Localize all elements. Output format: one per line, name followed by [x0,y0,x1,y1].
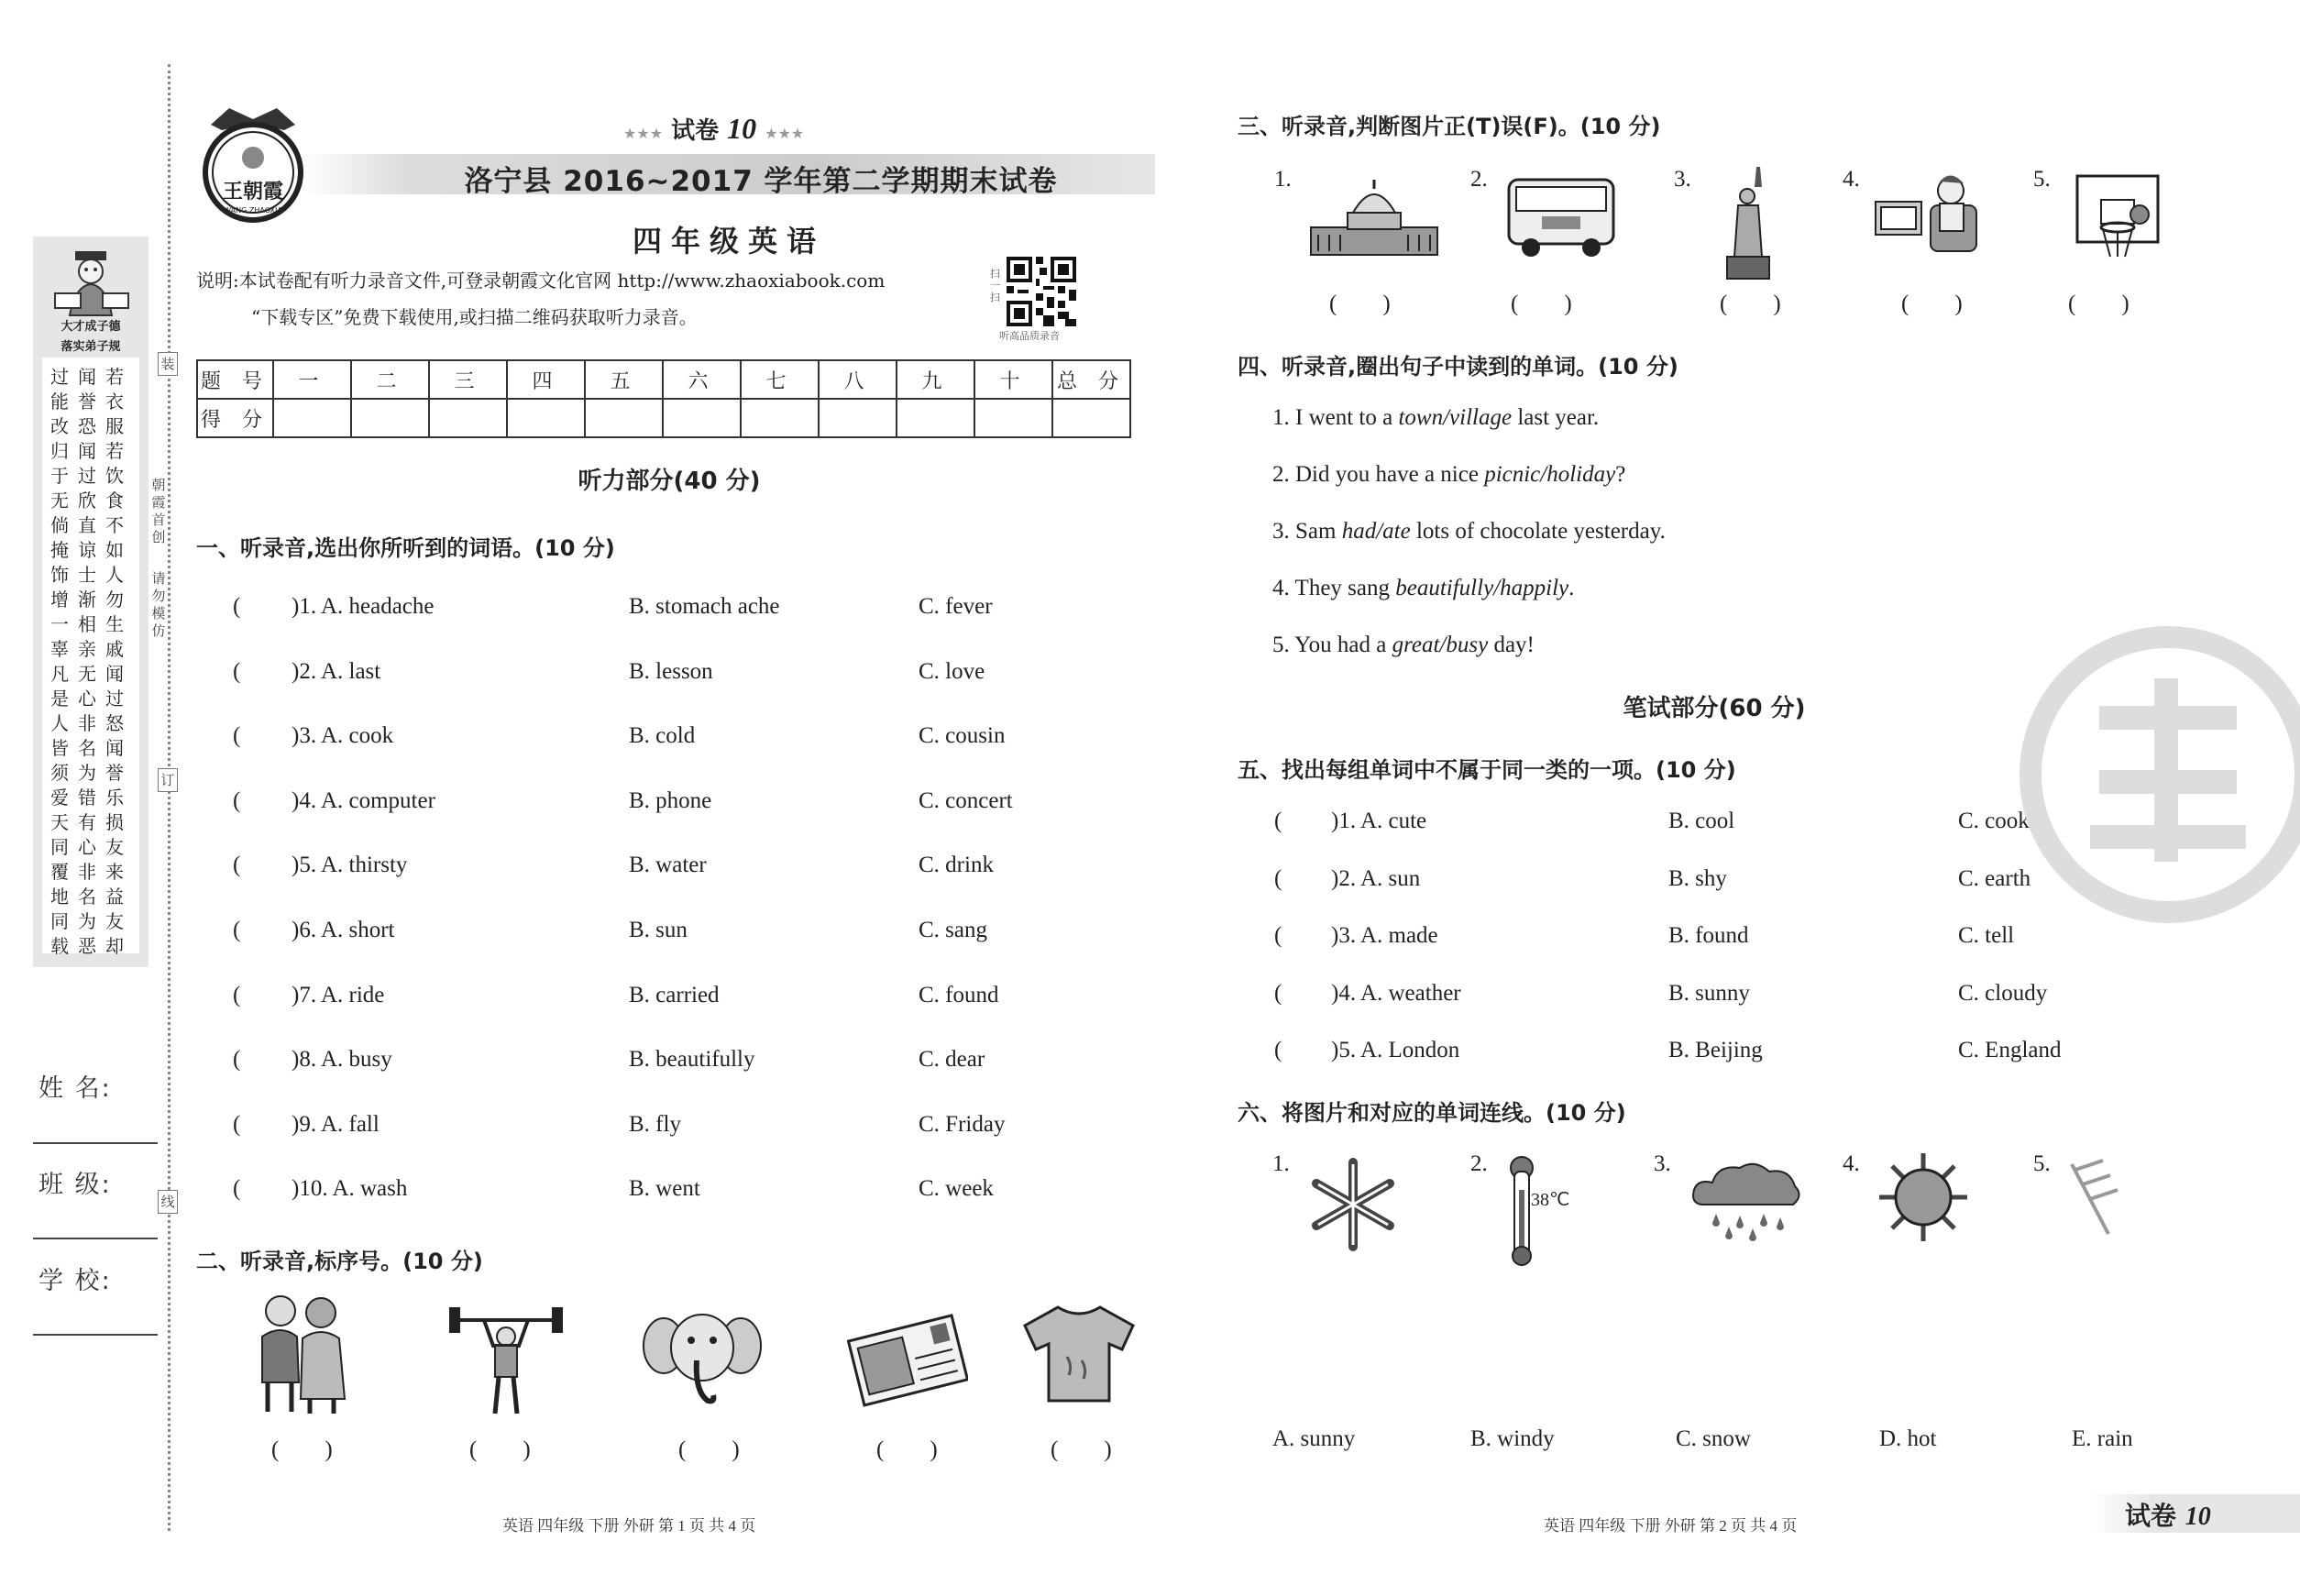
confidential-stamp-icon [2017,623,2300,926]
sentence-text: lots of chocolate yesterday. [1410,519,1666,544]
score-row-label: 得 分 [197,399,273,437]
motto-text: 闻誉乐 [105,737,124,809]
sentence-text: last year. [1512,405,1600,430]
section-5-title: 五、找出每组单词中不属于同一类的一项。(10 分) [1238,757,1736,783]
word-options[interactable]: had/ate [1341,519,1411,544]
option-b: B. cool [1668,809,1735,833]
word-options[interactable]: town/village [1398,405,1513,430]
page-footer-right: 英语 四年级 下册 外研 第 2 页 共 4 页 [1544,1517,1798,1535]
word-options[interactable]: great/busy [1392,633,1489,657]
option-c: C. Friday [919,1111,1006,1137]
motto-text: 闻过欣 [78,440,96,512]
name-field[interactable] [33,1142,158,1144]
elephant-picture [642,1300,763,1410]
score-table-cell: 总 分 [1052,360,1130,399]
match-word[interactable]: C. snow [1676,1426,1751,1451]
snowflake-icon [1304,1157,1403,1252]
motto-text: 过能改 [50,366,69,437]
option-b: B. shy [1668,865,1727,891]
wind-icon [2063,1155,2136,1238]
option-c: C. cook [1958,809,2030,833]
answer-paren[interactable]: ( ) [1720,292,1781,316]
answer-paren[interactable]: ( [233,1176,241,1202]
sentence-text: day! [1488,633,1535,657]
option-b: B. phone [629,787,712,813]
option-a: )4. A. weather [1331,980,1461,1006]
score-input-cell[interactable] [429,399,507,437]
answer-paren[interactable]: ( [1274,1038,1282,1062]
statue-of-liberty-picture [1714,165,1782,281]
option-a: )5. A. London [1331,1038,1460,1062]
answer-paren[interactable]: ( ) [1051,1437,1112,1462]
score-input-cell[interactable] [507,399,585,437]
motto-text: 闻过怒 [105,663,124,734]
option-b: B. stomach ache [629,594,780,619]
answer-paren[interactable]: ( ) [1511,292,1572,316]
option-b: B. sun [629,918,688,942]
corner-exam-label: 试卷 10 [2125,1501,2211,1531]
school-field[interactable] [33,1334,158,1336]
motto-text: 闻誉恐 [78,366,96,437]
picture-number: 4. [1843,1151,1860,1176]
option-c: C. earth [1958,865,2031,891]
option-c: C. cloudy [1958,980,2048,1006]
fold-mark-2: 订 [158,768,178,792]
option-b: B. found [1668,923,1749,948]
scholar-mascot-icon [48,246,134,319]
option-c: C. fever [919,594,993,619]
answer-paren[interactable]: ( ) [678,1437,740,1462]
motto-text: 不如人 [105,514,124,586]
sentence-text: 1. I went to a [1272,405,1399,430]
option-b: B. sunny [1668,980,1750,1006]
section-3-title: 三、听录音,判断图片正(T)误(F)。(10 分) [1238,114,1661,139]
option-a: )1. A. cute [1331,809,1427,833]
postcard-picture [847,1305,968,1412]
svg-text:WANG ZHAOXIA: WANG ZHAOXIA [224,206,282,215]
picture-number: 1. [1274,167,1292,192]
motto-text: 直谅士 [78,514,96,586]
match-word[interactable]: B. windy [1470,1426,1555,1451]
name-label: 姓 名: [39,1074,112,1103]
answer-paren[interactable]: ( ) [1329,292,1391,316]
picture-number: 4. [1843,167,1860,192]
sentence-row [1272,633,1535,658]
option-b: B. carried [629,982,720,1007]
instructions-line-2: “下载专区”免费下载使用,或扫描二维码获取听力录音。 [251,306,698,328]
option-c: C. love [919,658,985,684]
qr-code-icon[interactable] [1007,257,1076,326]
word-options[interactable]: beautifully/happily [1395,576,1569,600]
sentence-text: 2. Did you have a nice [1272,462,1485,487]
section-2-title: 二、听录音,标序号。(10 分) [196,1249,483,1274]
score-table-header-row [197,360,1130,399]
word-options[interactable]: picnic/holiday [1484,462,1616,487]
boy-computer-picture [1874,169,1978,253]
picture-number: 3. [1674,167,1691,192]
fold-mark-1: 装 [158,352,178,376]
option-a: )3. A. cook [292,723,394,749]
score-table-cell: 四 [507,360,585,399]
picture-number: 2. [1470,167,1488,192]
option-a: )1. A. headache [292,594,435,619]
answer-paren[interactable]: ( [1274,980,1282,1006]
sentence-row [1272,576,1574,601]
score-table-cell: 题 号 [197,360,273,399]
sentence-text: ? [1615,462,1626,487]
motto-text: 勿生戚 [105,589,124,660]
option-a: )3. A. made [1331,923,1438,948]
fold-line [168,64,171,1531]
class-field[interactable] [33,1238,158,1239]
answer-paren[interactable]: ( [233,1111,241,1137]
picture-number: 5. [2033,167,2051,192]
score-input-cell[interactable] [897,399,974,437]
option-c: C. week [919,1176,994,1202]
answer-paren[interactable]: ( ) [876,1437,938,1462]
motto-text: 名为错 [78,737,96,809]
option-c: C. dear [919,1047,985,1073]
option-a: )5. A. thirsty [292,853,408,878]
sentence-row [1272,519,1666,545]
motto-text: 损友来 [105,811,124,883]
score-table-cell: 六 [663,360,741,399]
score-table-cell: 五 [585,360,663,399]
sentence-text: 3. Sam [1272,519,1342,544]
answer-paren[interactable]: ( [1274,865,1282,891]
option-a: )2. A. sun [1331,865,1421,891]
score-input-cell[interactable] [273,399,351,437]
option-a: )4. A. computer [292,787,435,813]
fold-mark-3: 线 [158,1190,178,1214]
rain-cloud-icon [1689,1159,1804,1241]
option-b: B. water [629,853,707,878]
section-6-title: 六、将图片和对应的单词连线。(10 分) [1238,1100,1626,1126]
score-table-cell: 二 [351,360,429,399]
score-input-cell[interactable] [819,399,897,437]
option-c: C. England [1958,1038,2062,1062]
vertical-note-1: 朝霞首创 [151,477,166,545]
option-c: C. cousin [919,723,1006,749]
zhaoxia-logo [193,103,314,231]
option-b: B. beautifully [629,1047,755,1073]
motto-text: 归于无 [50,440,69,512]
option-b: B. lesson [629,658,713,684]
qr-side-note: 扫一扫 [990,268,1000,303]
score-table-cell: 九 [897,360,974,399]
score-table-cell: 一 [273,360,351,399]
score-input-cell[interactable] [663,399,741,437]
option-c: C. drink [919,853,994,878]
qr-caption: 听高品质录音 [999,330,1060,342]
answer-paren[interactable]: ( [233,787,241,813]
exam-number: ★★★ 试卷 10 ★★★ [623,112,805,145]
score-input-cell[interactable] [585,399,663,437]
score-input-cell[interactable] [351,399,429,437]
answer-paren[interactable]: ( [233,1047,241,1073]
option-c: C. sang [919,918,987,942]
score-table-score-row [197,399,1130,437]
subject-title: 四年级英语 [632,224,825,259]
motto-text: 增一辜 [50,589,69,660]
picture-number: 2. [1470,1151,1488,1176]
class-label: 班 级: [39,1171,112,1199]
motto-heading: 大才成子德 落实弟子规 [61,320,121,354]
motto-text: 若饮食 [105,440,124,512]
vertical-note-2: 请勿模仿 [151,570,166,639]
answer-paren[interactable]: ( [233,658,241,684]
option-b: B. cold [629,723,696,749]
weightlifter-picture [447,1300,565,1417]
answer-paren[interactable]: ( ) [469,1437,531,1462]
option-b: B. fly [629,1111,681,1137]
option-c: C. concert [919,787,1013,813]
answer-paren[interactable]: ( [233,594,241,619]
grandparents-picture [249,1291,352,1417]
motto-text: 渐相亲 [78,589,96,660]
section-1-title: 一、听录音,选出你所听到的词语。(10 分) [196,535,615,561]
answer-paren[interactable]: ( ) [2068,292,2129,316]
motto-text: 凡是人 [50,663,69,734]
motto-text: 天同覆 [50,811,69,883]
score-table [196,359,1131,438]
page-footer-left: 英语 四年级 下册 外研 第 1 页 共 4 页 [502,1517,756,1535]
option-a: )8. A. busy [292,1047,392,1073]
instructions-line-1: 说明:本试卷配有听力录音文件,可登录朝霞文化官网 http://www.zhaoxiabook.com [196,270,886,292]
match-word[interactable]: E. rain [2072,1426,2133,1451]
sentence-text: 5. You had a [1272,633,1392,657]
section-4-title: 四、听录音,圈出句子中读到的单词。(10 分) [1238,354,1678,380]
score-table-cell: 三 [429,360,507,399]
score-input-cell[interactable] [974,399,1052,437]
score-table-cell: 十 [974,360,1052,399]
svg-text:王朝霞: 王朝霞 [222,180,284,204]
answer-paren[interactable]: ( [233,853,241,878]
match-word[interactable]: A. sunny [1272,1426,1356,1451]
motto-text: 若衣服 [105,366,124,437]
score-table-cell: 七 [741,360,819,399]
bus-picture [1503,174,1619,260]
tshirt-picture [1021,1302,1137,1404]
score-input-cell[interactable] [741,399,819,437]
answer-paren[interactable]: ( [1274,809,1282,833]
motto-text: 皆须爱 [50,737,69,809]
answer-paren[interactable]: ( [1274,923,1282,948]
answer-paren[interactable]: ( [233,982,241,1007]
sun-icon [1877,1151,1969,1243]
option-b: B. Beijing [1668,1038,1763,1062]
school-label: 学 校: [39,1267,112,1295]
score-table-cell: 八 [819,360,897,399]
option-a: )2. A. last [292,658,381,684]
motto-text: 有心非 [78,811,96,883]
basketball-hoop-picture [2074,172,2162,260]
option-c: C. tell [1958,923,2015,948]
answer-paren[interactable]: ( [233,723,241,749]
picture-number: 3. [1654,1151,1671,1176]
answer-paren[interactable]: ( ) [1901,292,1963,316]
motto-text: 益友却 [105,886,124,957]
sentence-row [1272,405,1599,431]
picture-number: 5. [2033,1151,2051,1176]
temperature-label: 38℃ [1531,1190,1570,1210]
motto-text: 地同载 [50,886,69,957]
sentence-text: . [1568,576,1575,600]
option-a: )9. A. fall [292,1111,380,1137]
score-input-cell[interactable] [1052,399,1130,437]
motto-text: 名为恶 [78,886,96,957]
writing-part-title: 笔试部分(60 分) [1623,695,1806,722]
answer-paren[interactable]: ( ) [271,1437,333,1462]
match-word[interactable]: D. hot [1879,1426,1937,1451]
exam-title: 洛宁县 2016~2017 学年第二学期期末试卷 [464,165,1058,198]
sentence-text: 4. They sang [1272,576,1396,600]
answer-paren[interactable]: ( [233,918,241,942]
option-b: B. went [629,1176,700,1202]
picture-number: 1. [1272,1151,1290,1176]
option-a: )6. A. short [292,918,395,942]
option-c: C. found [919,982,999,1007]
option-a: )7. A. ride [292,982,385,1007]
capitol-building-picture [1305,176,1443,259]
listening-part-title: 听力部分(40 分) [578,468,761,495]
motto-text: 倘掩饰 [50,514,69,586]
motto-text: 无心非 [78,663,96,734]
sentence-row [1272,462,1625,488]
option-a: )10. A. wash [292,1176,408,1202]
